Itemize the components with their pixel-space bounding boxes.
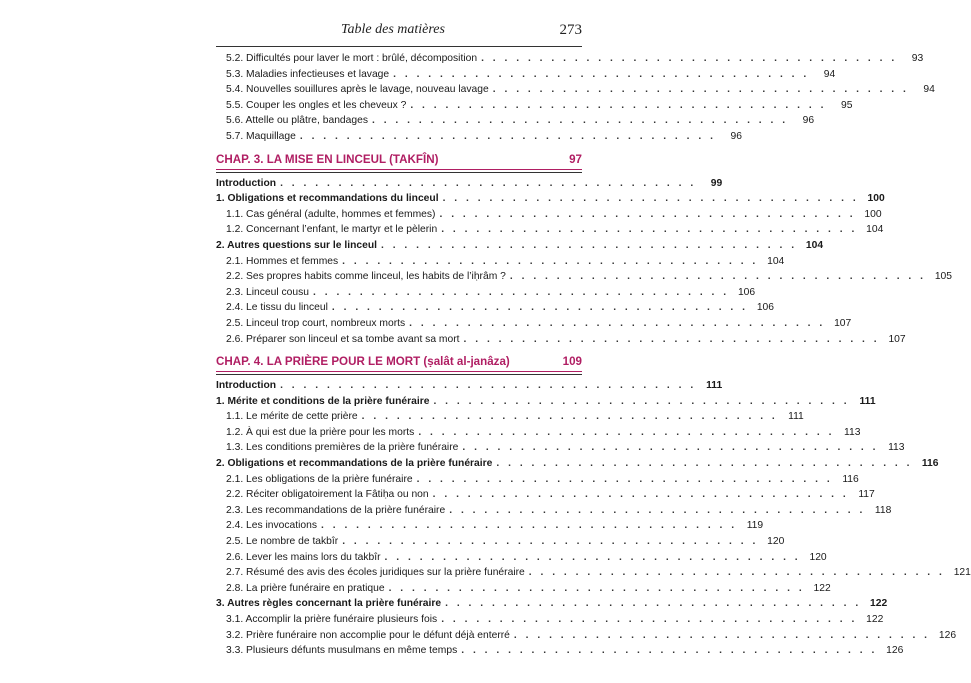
dot-leader: . . . . . . . . . . . . . . . . . . . . . . . . . . . . . . . . . . . . [331,302,749,314]
toc-entry [216,472,859,488]
toc-section-pre [216,51,935,145]
toc-entry-page: 111 [788,411,804,423]
dot-leader: . . . . . . . . . . . . . . . . . . . . . . . . . . . . . . . . . . . . [388,582,805,594]
dot-leader: . . . . . . . . . . . . . . . . . . . . . . . . . . . . . . . . . . . . [313,286,730,298]
running-title: Table des matières [341,22,445,37]
toc-entry [216,269,952,285]
dot-leader: . . . . . . . . . . . . . . . . . . . . . . . . . . . . . . . . . . . . [442,193,859,205]
toc-entry-page: 113 [888,442,905,454]
toc-entry-label: 2.5. Linceul trop court, nombreux morts [226,317,406,329]
dot-leader: . . . . . . . . . . . . . . . . . . . . . . . . . . . . . . . . . . . . [432,489,849,501]
chapter-rule [216,374,582,375]
toc-entry-page: 106 [737,286,756,298]
toc-entry-page: 106 [756,302,775,314]
toc-entry-label: Introduction [216,177,277,189]
toc-entry-label: 2.7. Résumé des avis des écoles juridiques sur la prière funéraire [226,567,525,579]
toc-entry-page: 116 [921,458,939,470]
toc-entry [216,487,875,503]
toc-entry-page: 122 [870,598,888,610]
toc-entry-page: 100 [864,208,882,220]
toc-entry-page: 105 [934,271,952,283]
toc-entry [216,82,935,98]
toc-entry-label: 2.8. La prière funéraire en pratique [226,582,385,594]
toc-entry-page: 107 [834,317,852,329]
toc-entry-page: 111 [859,395,876,407]
toc-entry-label: 2.5. Le nombre de takbîr [226,536,339,548]
dot-leader: . . . . . . . . . . . . . . . . . . . . . . . . . . . . . . . . . . . . [462,442,879,454]
chapter-heading-3 [216,150,582,170]
toc-entry-page: 118 [874,504,892,516]
toc-entry [216,581,831,597]
dot-leader: . . . . . . . . . . . . . . . . . . . . . . . . . . . . . . . . . . . . [393,68,810,80]
toc-entry-label: 3. Autres règles concernant la prière funéraire [216,598,442,610]
dot-leader: . . . . . . . . . . . . . . . . . . . . . . . . . . . . . . . . . . . . [461,645,878,657]
toc-entry-label: 1. Mérite et conditions de la prière funéraire [216,395,430,407]
toc-entry-page: 121 [953,567,971,579]
toc-entry [216,596,888,612]
toc-entry-label: 2.6. Préparer son linceul et sa tombe avant sa mort [226,333,460,345]
toc-entry-page: 96 [802,115,815,127]
dot-leader: . . . . . . . . . . . . . . . . . . . . . . . . . . . . . . . . . . . . [371,115,789,127]
toc-entry [216,113,815,129]
header-rule [216,46,582,47]
dot-leader: . . . . . . . . . . . . . . . . . . . . . . . . . . . . . . . . . . . . [280,380,697,392]
toc-entry [216,378,723,394]
toc-entry-label: 5.6. Attelle ou plâtre, bandages [226,115,368,127]
chapter-heading-4 [216,352,582,372]
page-header [216,20,582,42]
dot-leader: . . . . . . . . . . . . . . . . . . . . . . . . . . . . . . . . . . . . [361,411,778,423]
toc-entry [216,565,971,581]
dot-leader: . . . . . . . . . . . . . . . . . . . . . . . . . . . . . . . . . . . . [342,536,759,548]
toc-section-chap4 [216,378,971,659]
toc-entry-page: 99 [710,177,723,189]
toc-entry [216,176,723,192]
toc-entry-label: 5.7. Maquillage [226,130,296,142]
toc-entry [216,425,861,441]
dot-leader: . . . . . . . . . . . . . . . . . . . . . . . . . . . . . . . . . . . . [463,333,880,345]
toc-entry-page: 120 [809,551,827,563]
dot-leader: . . . . . . . . . . . . . . . . . . . . . . . . . . . . . . . . . . . . [441,224,858,236]
toc-entry [216,394,876,410]
toc-entry-label: 1.1. Le mérite de cette prière [226,411,358,423]
toc-entry [216,332,906,348]
toc-entry [216,518,764,534]
toc-entry-page: 119 [746,520,764,532]
toc-entry-label: 1.2. À qui est due la prière pour les morts [226,426,415,438]
toc-entry-page: 104 [805,239,824,251]
dot-leader: . . . . . . . . . . . . . . . . . . . . . . . . . . . . . . . . . . . . [342,255,759,267]
toc-entry-label: 2.2. Ses propres habits comme linceul, les habits de l’iḥrâm ? [226,271,506,283]
toc-entry [216,628,957,644]
toc-entry-label: Introduction [216,380,277,392]
toc-entry-page: 126 [938,629,957,641]
toc-entry [216,129,742,145]
toc-entry-page: 126 [886,645,904,657]
toc-entry-page: 116 [842,473,859,485]
toc-entry-page: 113 [844,426,861,438]
toc-entry [216,316,852,332]
dot-leader: . . . . . . . . . . . . . . . . . . . . . . . . . . . . . . . . . . . . [321,520,738,532]
page-number: 273 [559,22,582,38]
dot-leader: . . . . . . . . . . . . . . . . . . . . . . . . . . . . . . . . . . . . [445,598,862,610]
toc-entry-page: 107 [888,333,906,345]
dot-leader: . . . . . . . . . . . . . . . . . . . . . . . . . . . . . . . . . . . . [492,84,909,96]
toc-entry-label: 2.4. Les invocations [226,520,318,532]
toc-entry [216,409,804,425]
toc-entry-page: 104 [767,255,785,267]
dot-leader: . . . . . . . . . . . . . . . . . . . . . . . . . . . . . . . . . . . . [380,239,798,251]
toc-entry-page: 94 [923,84,935,96]
toc-entry-page: 122 [866,614,884,625]
chapter-title: CHAP. 3. LA MISE EN LINCEUL (TAKFÎN) [216,152,439,166]
dot-leader: . . . . . . . . . . . . . . . . . . . . . . . . . . . . . . . . . . . . [416,473,833,485]
dot-leader: . . . . . . . . . . . . . . . . . . . . . . . . . . . . . . . . . . . . [441,614,858,625]
dot-leader: . . . . . . . . . . . . . . . . . . . . . . . . . . . . . . . . . . . . [496,458,913,470]
dot-leader: . . . . . . . . . . . . . . . . . . . . . . . . . . . . . . . . . . . . [410,99,827,111]
toc-entry-label: 2.1. Hommes et femmes [226,255,339,267]
toc-entry-label: 5.2. Difficultés pour laver le mort : brûlé, décomposition [226,53,478,64]
toc-entry-page: 122 [813,582,831,594]
toc-entry-page: 117 [858,489,875,501]
dot-leader: . . . . . . . . . . . . . . . . . . . . . . . . . . . . . . . . . . . . [280,177,697,189]
toc-section-chap3 [216,176,952,348]
dot-leader: . . . . . . . . . . . . . . . . . . . . . . . . . . . . . . . . . . . . [299,130,716,142]
table-of-contents [216,51,971,659]
toc-entry [216,51,924,67]
toc-entry [216,191,885,207]
toc-entry-label: 1.2. Concernant l’enfant, le martyr et le pèlerin [226,224,438,236]
toc-entry-page: 96 [730,130,742,142]
toc-entry-label: 1. Obligations et recommandations du linceul [216,193,439,205]
toc-entry-page: 104 [866,224,884,236]
toc-entry-label: 5.3. Maladies infectieuses et lavage [226,68,390,80]
toc-entry-page: 100 [867,193,885,205]
toc-entry [216,67,836,83]
chapter-page: 97 [569,152,582,166]
toc-entry-label: 2. Obligations et recommandations de la prière funéraire [216,458,493,470]
dot-leader: . . . . . . . . . . . . . . . . . . . . . . . . . . . . . . . . . . . . [433,395,850,407]
dot-leader: . . . . . . . . . . . . . . . . . . . . . . . . . . . . . . . . . . . . [481,53,898,64]
toc-entry-label: 3.2. Prière funéraire non accomplie pour le défunt déjà enterré [226,629,510,641]
dot-leader: . . . . . . . . . . . . . . . . . . . . . . . . . . . . . . . . . . . . [439,208,856,220]
toc-entry-label: 2.2. Réciter obligatoirement la Fâtiḥa ou non [226,489,429,501]
chapter-page: 109 [562,355,582,369]
toc-entry [216,254,785,270]
toc-entry-label: 2.4. Le tissu du linceul [226,302,328,314]
toc-entry-page: 95 [840,99,853,111]
toc-entry-label: 5.4. Nouvelles souillures après le lavage, nouveau lavage [226,84,489,96]
toc-entry [216,534,785,550]
toc-entry [216,238,824,254]
toc-entry [216,98,853,114]
toc-entry-label: 2.3. Linceul cousu [226,286,310,298]
chapter-title: CHAP. 4. LA PRIÈRE POUR LE MORT (ṣalât al-janâza) [216,355,510,369]
toc-entry-page: 94 [823,68,836,80]
toc-entry [216,440,905,456]
toc-entry [216,207,882,223]
toc-entry-label: 2.6. Lever les mains lors du takbîr [226,551,381,563]
toc-entry [216,456,939,472]
toc-entry-label: 3.3. Plusieurs défunts musulmans en même temps [226,645,458,657]
toc-entry-label: 2.3. Les recommandations de la prière funéraire [226,504,446,516]
toc-entry-label: 2.1. Les obligations de la prière funéraire [226,473,413,485]
toc-entry [216,222,884,238]
toc-entry-label: 1.1. Cas général (adulte, hommes et femmes) [226,208,436,220]
dot-leader: . . . . . . . . . . . . . . . . . . . . . . . . . . . . . . . . . . . . [409,317,826,329]
toc-entry [216,300,775,316]
toc-entry-label: 3.1. Accomplir la prière funéraire plusieurs fois [226,614,438,625]
toc-entry-page: 111 [706,380,723,392]
toc-entry [216,612,884,628]
dot-leader: . . . . . . . . . . . . . . . . . . . . . . . . . . . . . . . . . . . . [384,551,801,563]
chapter-rule [216,172,582,173]
dot-leader: . . . . . . . . . . . . . . . . . . . . . . . . . . . . . . . . . . . . [449,504,866,516]
dot-leader: . . . . . . . . . . . . . . . . . . . . . . . . . . . . . . . . . . . . [509,271,926,283]
dot-leader: . . . . . . . . . . . . . . . . . . . . . . . . . . . . . . . . . . . . [513,629,931,641]
dot-leader: . . . . . . . . . . . . . . . . . . . . . . . . . . . . . . . . . . . . [418,426,835,438]
toc-entry-page: 93 [911,53,924,64]
toc-entry-label: 1.3. Les conditions premières de la prière funéraire [226,442,459,454]
toc-entry [216,643,904,659]
dot-leader: . . . . . . . . . . . . . . . . . . . . . . . . . . . . . . . . . . . . [528,567,945,579]
toc-entry [216,550,827,566]
toc-entry-page: 120 [767,536,785,548]
toc-entry [216,503,892,519]
toc-entry [216,285,756,301]
toc-entry-label: 2. Autres questions sur le linceul [216,239,377,251]
toc-entry-label: 5.5. Couper les ongles et les cheveux ? [226,99,407,111]
